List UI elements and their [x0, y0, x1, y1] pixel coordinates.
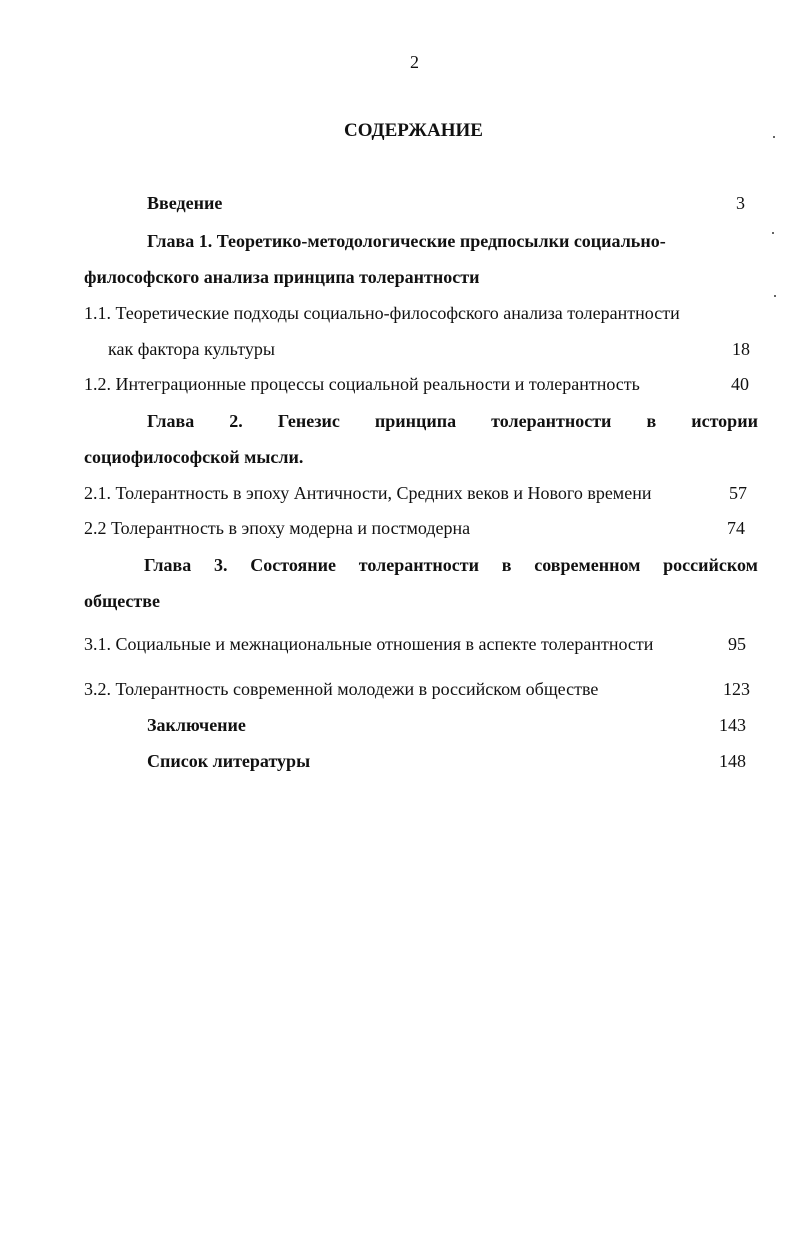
toc-page: 143: [719, 715, 746, 735]
toc-label-continuation: как фактора культуры: [108, 339, 275, 359]
heading-word: толерантности: [491, 411, 612, 431]
heading-word: Глава: [147, 411, 195, 431]
toc-page: 95: [728, 634, 746, 654]
toc-page: 148: [719, 751, 746, 771]
margin-dot: [773, 136, 775, 138]
chapter-heading-line: Глава 1. Теоретико-методологические предпосылки социально-: [147, 231, 666, 251]
toc-label: Список литературы: [147, 751, 311, 771]
toc-label: 2.2 Толерантность в эпоху модерна и постмодерна: [84, 518, 471, 538]
chapter-heading-line: социофилософской мысли.: [84, 447, 304, 467]
margin-dot: [774, 295, 776, 297]
heading-word: толерантности: [358, 555, 479, 575]
chapter-heading-line: [144, 554, 758, 576]
chapter-heading-line: философского анализа принципа толерантности: [84, 267, 480, 287]
toc-page: 40: [731, 374, 749, 394]
heading-word: в: [501, 555, 512, 575]
chapter-heading-line: [147, 410, 758, 432]
margin-dot: [772, 232, 774, 234]
toc-page: 57: [729, 483, 747, 503]
heading-word: современном: [534, 555, 641, 575]
toc-page: 18: [732, 339, 750, 359]
toc-label: Заключение: [147, 715, 246, 735]
heading-word: Генезис: [277, 411, 340, 431]
heading-word: 2.: [229, 411, 243, 431]
chapter-heading-line: обществе: [84, 591, 160, 611]
heading-word: Состояние: [250, 555, 336, 575]
page-title: СОДЕРЖАНИЕ: [344, 120, 483, 141]
page-number: 2: [410, 52, 419, 72]
toc-label: 1.1. Теоретические подходы социально-философского анализа толерантности: [84, 303, 680, 323]
toc-page: 74: [727, 518, 745, 538]
heading-word: российском: [663, 555, 758, 575]
toc-label: 3.1. Социальные и межнациональные отношения в аспекте толерантности: [84, 634, 654, 654]
heading-word: принципа: [374, 411, 457, 431]
toc-label: 2.1. Толерантность в эпоху Античности, Средних веков и Нового времени: [84, 483, 652, 503]
toc-page: 3: [736, 193, 745, 213]
heading-word: 3.: [214, 555, 228, 575]
heading-word: истории: [691, 411, 758, 431]
toc-label: 3.2. Толерантность современной молодежи в российском обществе: [84, 679, 599, 699]
heading-word: в: [646, 411, 657, 431]
heading-word: Глава: [144, 555, 192, 575]
toc-label: Введение: [147, 193, 223, 213]
toc-label: 1.2. Интеграционные процессы социальной реальности и толерантность: [84, 374, 640, 394]
toc-page: 123: [723, 679, 750, 699]
